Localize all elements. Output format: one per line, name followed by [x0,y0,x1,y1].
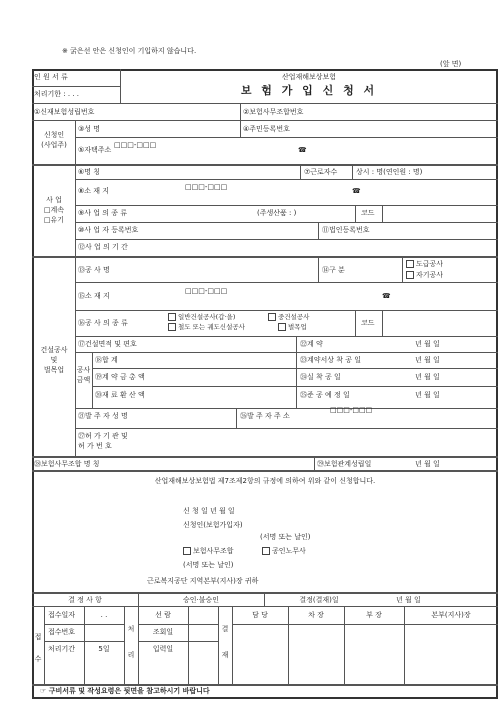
footer-note: ☞ 구비서류 및 작성요령은 뒷면을 참고하시기 바랍니다 [40,687,210,695]
orderer-name-label: ㉑발 주 자 성 명 [78,412,128,420]
amount-section: 공사 금액 [76,366,91,384]
sign-deputy: 차 장 [308,611,324,619]
biz-type-label: ⑨사 업 의 종 류 [78,209,127,217]
signature-line-1: (서명 또는 날인) [260,533,311,541]
notice-top: ※ 굵은선 안은 신청인이 기입하지 않습니다. [62,47,197,55]
biz-code-label: 코드 [361,209,375,217]
corp-reg-label: ⑪법인등록번호 [322,226,370,234]
work-postcode: □□□-□□□ [185,287,228,295]
approval-status: 승인·불승인 [182,596,220,604]
relation-date: 년 월 일 [415,460,440,468]
work-type-label: ⑯공 사 의 종 류 [78,319,128,327]
receipt-date-value: . . [100,611,108,619]
checkbox[interactable] [278,323,286,331]
decision-date: 년 월 일 [396,596,421,604]
inquiry-date-label: 조회일 [152,628,174,636]
processing-section: 처 리 [127,625,135,659]
union-name-label: ㉘보험사무조합 명 칭 [34,460,100,468]
addressee: 근로복지공단 지역본부(지사)장 귀하 [147,577,259,585]
receipt-label: 인 원 서 류 [34,73,68,81]
business-section: 사 업 □계속 □유기 [43,196,65,224]
input-date-label: 입력일 [152,645,174,653]
sign-director: 본부(지사)장 [431,611,471,619]
checkbox[interactable] [406,271,414,279]
start-contract-date: 년 월 일 [415,356,440,364]
construction-section: 건설공사 및 벌목업 [40,346,68,374]
applicant-section: 신청인 (사업주) [41,131,67,149]
deadline-label: 처리기간 [48,645,76,653]
material-label: ⑳재 료 환 산 액 [95,391,145,399]
area-label: ⑰건설면적 및 편호 [78,340,137,348]
signature-line-2: (서명 또는 날인) [183,561,234,569]
review-label: 선 람 [155,611,171,619]
contract-date: 년 월 일 [415,340,440,348]
actual-start-date: 년 월 일 [415,373,440,381]
home-postcode: □□□-□□□ [114,141,157,149]
workers-label: ⑦근로자수 [304,168,338,176]
work-name-label: ⑬공 사 명 [78,266,110,274]
checkbox[interactable] [262,547,270,555]
completion-date: 년 월 일 [415,391,440,399]
receipt-section: 접 수 [34,633,42,663]
checkbox[interactable] [183,547,191,555]
receipt-date-label: 접수일자 [48,611,76,619]
receipt-no-label: 접수번호 [48,628,76,636]
workers-detail: 상시 : 명(연인원 : 명) [356,168,423,176]
applicant-label: 신청인(보험가입자) [183,521,243,529]
biz-reg-label: ⑩사 업 자 등록번호 [78,226,139,234]
work-type-opt1[interactable]: 일반건설공사(갑·을) [168,313,235,322]
check-labor-attorney[interactable]: 공인노무사 [262,547,306,556]
application-date: 신 청 일 년 월 일 [183,507,235,515]
approval-sign-section: 결 재 [221,625,229,659]
work-type-opt2[interactable]: 중건설공사 [268,313,309,322]
permit-org-label: ㉗허 가 기 관 및 [78,432,128,440]
main-product: (주생산품 : ) [257,209,297,217]
contract-label: ㉒계 약 [300,340,323,348]
relation-date-label: ㉙보험관계성립일 [317,460,372,468]
actual-start-label: ㉔실 착 공 일 [300,373,341,381]
processing-deadline: 처리기한 : . . . [34,90,79,98]
home-address-label: ⑤자택주소 [78,146,112,154]
work-type-opt4[interactable]: 벌목업 [278,323,307,332]
phone-icon: ☎ [298,146,307,154]
decision-label: 결 정 사 항 [68,596,102,604]
sign-manager: 부 장 [366,611,382,619]
contract-total-label: ⑲계 약 금 총 액 [95,373,145,381]
biz-period-label: ⑫사 업 의 기 간 [78,243,128,251]
work-location-label: ⑮소 재 지 [78,292,110,300]
biz-location-label: ⑧소 재 지 [78,187,110,195]
work-code-label: 코드 [361,319,375,327]
check-union[interactable]: 보험사무조합 [183,547,234,556]
total-label: ⑱합 계 [95,356,118,364]
front-label: (앞 면) [440,60,462,68]
name-label: ③성 명 [78,125,101,133]
union-no-label: ②보험사무조합번호 [243,108,304,116]
biz-postcode: □□□-□□□ [185,183,228,191]
permit-no-label: 허 가 번 호 [78,442,112,450]
orderer-address-label: ㉖발 주 자 주 소 [240,412,290,420]
work-type-opt3[interactable]: 철도 또는 궤도신설공사 [168,323,245,332]
checkbox[interactable] [168,323,176,331]
division-label: ⑭구 분 [322,266,345,274]
deadline-value: 5일 [98,645,110,653]
start-contract-label: ㉓계약서상 착 공 일 [300,356,362,364]
sign-staff: 담 당 [252,611,268,619]
biz-phone-icon: ☎ [352,187,361,195]
decision-date-label: 결정(결재)일 [299,596,339,604]
completion-label: ㉕준 공 예 정 일 [300,391,350,399]
checkbox[interactable] [268,313,276,321]
work-phone-icon: ☎ [382,292,391,300]
declaration-text: 산업재해보상보험법 제7조제2항의 규정에 의하여 위와 같이 신청합니다. [154,477,376,485]
option-contract[interactable]: 도급공사 [406,260,443,269]
option-own[interactable]: 자기공사 [406,271,443,280]
law-name: 산업재해보상보험 [281,73,337,81]
page-title: 보 험 가 입 신 청 서 [240,84,378,97]
insurance-no-label: ①신재보험성립번호 [34,108,95,116]
checkbox[interactable] [406,260,414,268]
orderer-postcode: □□□-□□□ [330,406,373,414]
rrn-label: ④주민등록번호 [243,125,290,133]
biz-name-label: ⑥명 칭 [78,168,101,176]
checkbox[interactable] [168,313,176,321]
